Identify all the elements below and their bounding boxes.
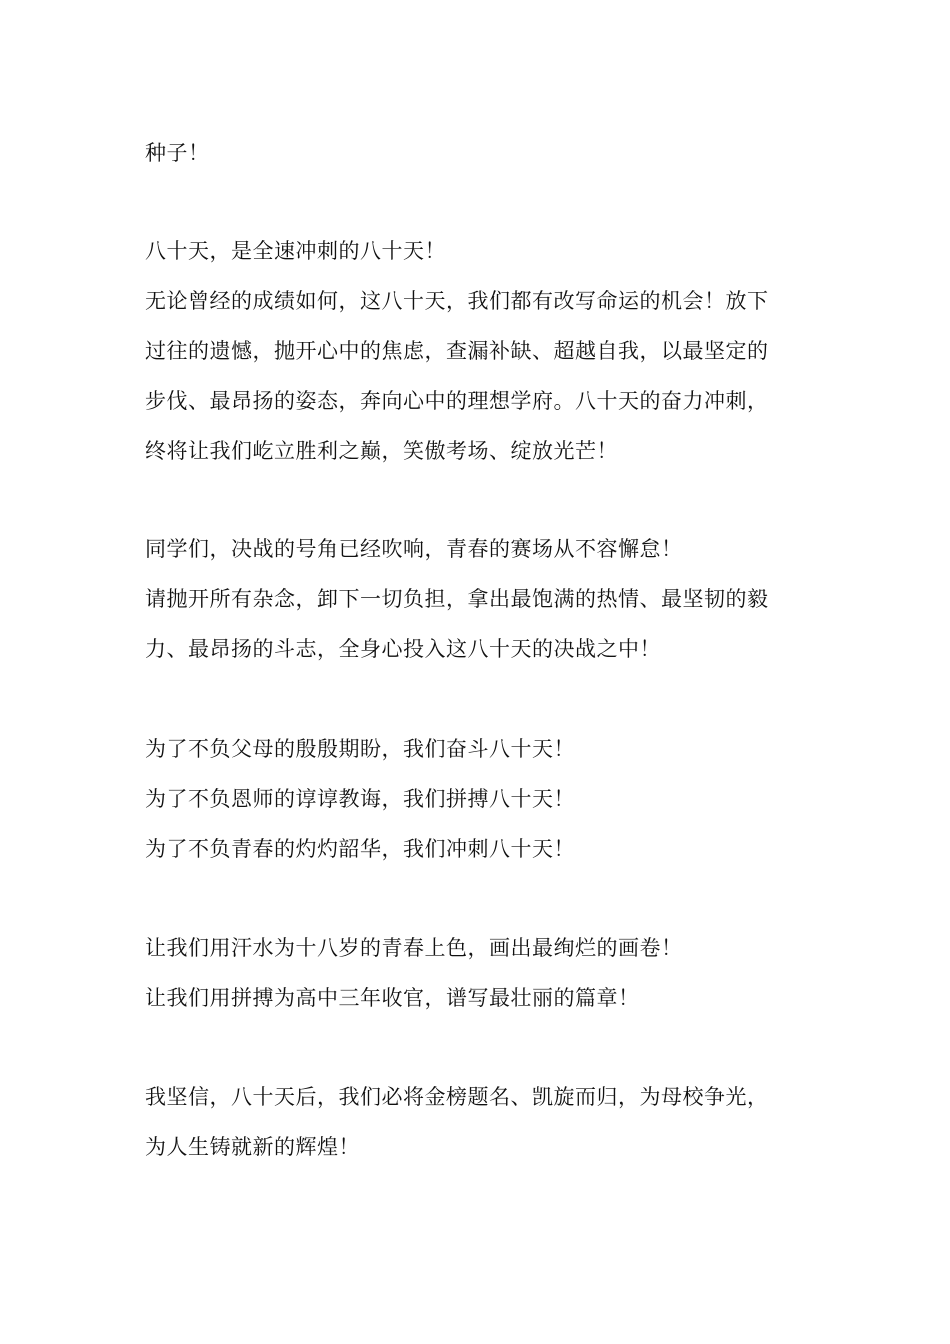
text-line: 为了不负青春的灼灼韶华，我们冲刺八十天！ [145,837,575,861]
text-line: 请抛开所有杂念，卸下一切负担，拿出最饱满的热情、最坚韧的毅 [145,587,769,611]
text-line: 为了不负父母的殷殷期盼，我们奋斗八十天！ [145,737,575,761]
text-line: 八十天，是全速冲刺的八十天！ [145,239,446,263]
text-line: 终将让我们屹立胜利之巅，笑傲考场、绽放光芒！ [145,439,618,463]
text-line: 为人生铸就新的辉煌！ [145,1135,360,1159]
text-line: 让我们用汗水为十八岁的青春上色，画出最绚烂的画卷！ [145,936,683,960]
text-line: 同学们，决战的号角已经吹响，青春的赛场从不容懈怠！ [145,537,683,561]
text-line: 力、最昂扬的斗志，全身心投入这八十天的决战之中！ [145,637,661,661]
text-line: 让我们用拼搏为高中三年收官，谱写最壮丽的篇章！ [145,986,640,1010]
text-line: 无论曾经的成绩如何，这八十天，我们都有改写命运的机会！放下 [145,289,769,313]
text-line: 种子！ [145,141,210,165]
text-line: 为了不负恩师的谆谆教诲，我们拼搏八十天！ [145,787,575,811]
text-line: 我坚信，八十天后，我们必将金榜题名、凯旋而归，为母校争光， [145,1085,769,1109]
text-line: 过往的遗憾，抛开心中的焦虑，查漏补缺、超越自我，以最坚定的 [145,339,769,363]
text-line: 步伐、最昂扬的姿态，奔向心中的理想学府。八十天的奋力冲刺， [145,389,769,413]
